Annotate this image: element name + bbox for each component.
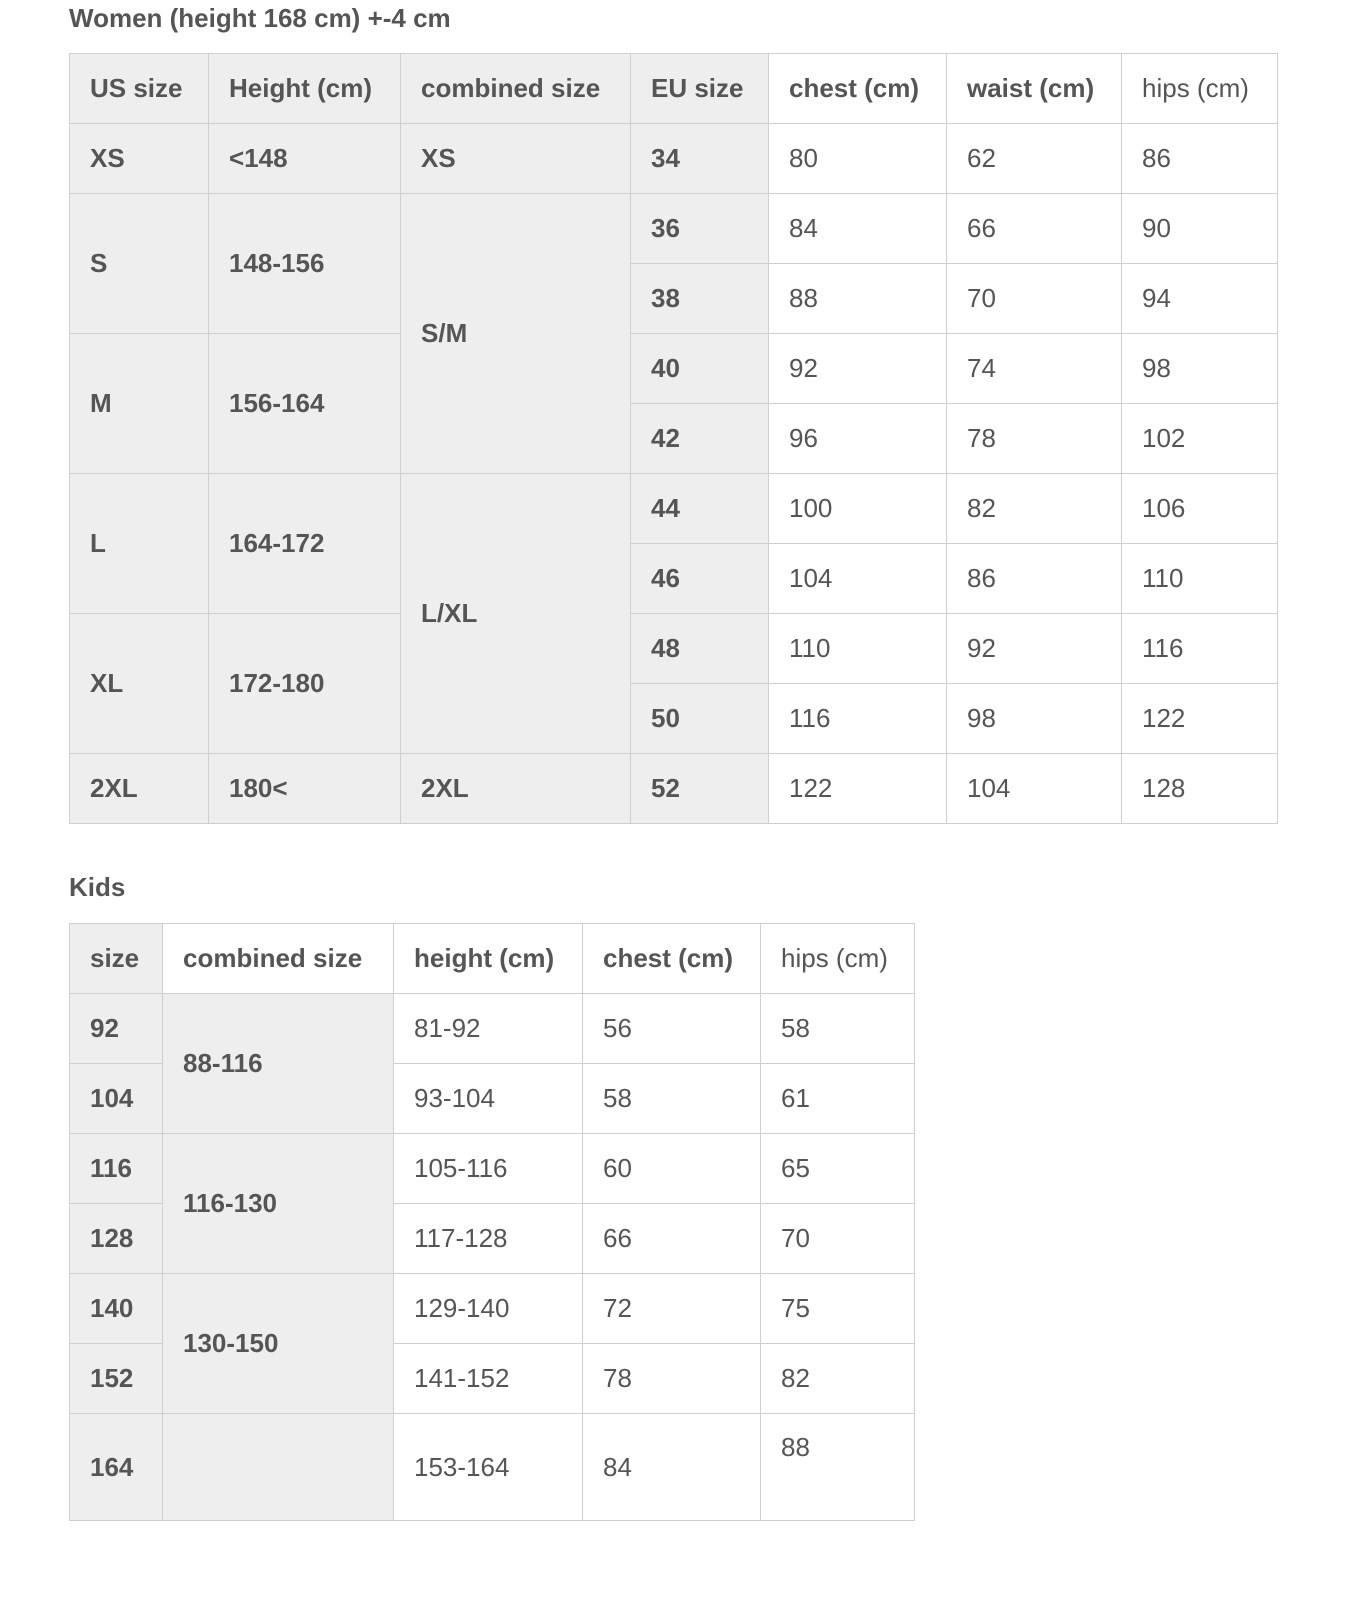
table-row xyxy=(70,754,1278,824)
table-row xyxy=(70,474,1278,544)
eu-size-cell: 34 xyxy=(631,124,769,194)
waist-cell: 74 xyxy=(947,334,1122,404)
height-range-cell: 129-140 xyxy=(394,1274,583,1344)
height-range-cell: 156-164 xyxy=(209,334,401,474)
chest-cell: 80 xyxy=(769,124,947,194)
size-cell: 152 xyxy=(70,1344,163,1414)
combined-size-cell: 2XL xyxy=(401,754,631,824)
hips-cell: 106 xyxy=(1122,474,1278,544)
combined-size-cell xyxy=(163,1414,394,1521)
combined-size-cell: 130-150 xyxy=(163,1274,394,1414)
hips-cell: 122 xyxy=(1122,684,1278,754)
hips-cell: 116 xyxy=(1122,614,1278,684)
hips-cell: 94 xyxy=(1122,264,1278,334)
height-range-cell: 81-92 xyxy=(394,994,583,1064)
height-range-cell: 148-156 xyxy=(209,194,401,334)
hips-cell: 128 xyxy=(1122,754,1278,824)
size-cell: 104 xyxy=(70,1064,163,1134)
height-range-cell: 105-116 xyxy=(394,1134,583,1204)
chest-cell: 78 xyxy=(583,1344,761,1414)
header-chest: chest (cm) xyxy=(769,54,947,124)
size-cell: 128 xyxy=(70,1204,163,1274)
hips-cell: 75 xyxy=(761,1274,915,1344)
women-section-title: Women (height 168 cm) +-4 cm xyxy=(69,3,451,33)
women-size-table xyxy=(69,53,1278,824)
header-hips: hips (cm) xyxy=(1122,54,1278,124)
hips-cell: 90 xyxy=(1122,194,1278,264)
header-waist: waist (cm) xyxy=(947,54,1122,124)
eu-size-cell: 48 xyxy=(631,614,769,684)
eu-size-cell: 44 xyxy=(631,474,769,544)
waist-cell: 70 xyxy=(947,264,1122,334)
header-combined-size: combined size xyxy=(163,924,394,994)
eu-size-cell: 46 xyxy=(631,544,769,614)
chest-cell: 84 xyxy=(769,194,947,264)
kids-size-table xyxy=(69,923,915,1521)
hips-cell: 70 xyxy=(761,1204,915,1274)
us-size-cell: L xyxy=(70,474,209,614)
header-combined-size: combined size xyxy=(401,54,631,124)
hips-cell: 82 xyxy=(761,1344,915,1414)
header-us-size: US size xyxy=(70,54,209,124)
header-hips: hips (cm) xyxy=(761,924,915,994)
chest-cell: 66 xyxy=(583,1204,761,1274)
us-size-cell: 2XL xyxy=(70,754,209,824)
height-range-cell: 153-164 xyxy=(394,1414,583,1521)
chest-cell: 122 xyxy=(769,754,947,824)
combined-size-cell: S/M xyxy=(401,194,631,474)
chest-cell: 96 xyxy=(769,404,947,474)
waist-cell: 104 xyxy=(947,754,1122,824)
height-range-cell: 164-172 xyxy=(209,474,401,614)
height-range-cell: 141-152 xyxy=(394,1344,583,1414)
height-range-cell: 117-128 xyxy=(394,1204,583,1274)
chest-cell: 72 xyxy=(583,1274,761,1344)
table-row xyxy=(70,334,1278,404)
hips-cell: 65 xyxy=(761,1134,915,1204)
us-size-cell: XL xyxy=(70,614,209,754)
table-row xyxy=(70,1414,915,1521)
hips-cell: 58 xyxy=(761,994,915,1064)
chest-cell: 116 xyxy=(769,684,947,754)
table-row xyxy=(70,994,915,1064)
waist-cell: 62 xyxy=(947,124,1122,194)
us-size-cell: XS xyxy=(70,124,209,194)
waist-cell: 66 xyxy=(947,194,1122,264)
waist-cell: 82 xyxy=(947,474,1122,544)
combined-size-cell: 88-116 xyxy=(163,994,394,1134)
hips-cell: 102 xyxy=(1122,404,1278,474)
table-row xyxy=(70,1274,915,1344)
header-chest: chest (cm) xyxy=(583,924,761,994)
eu-size-cell: 50 xyxy=(631,684,769,754)
chest-cell: 110 xyxy=(769,614,947,684)
height-range-cell: <148 xyxy=(209,124,401,194)
chest-cell: 88 xyxy=(769,264,947,334)
chest-cell: 92 xyxy=(769,334,947,404)
size-cell: 116 xyxy=(70,1134,163,1204)
chest-cell: 84 xyxy=(583,1414,761,1521)
kids-section-title: Kids xyxy=(69,872,126,902)
combined-size-cell: L/XL xyxy=(401,474,631,754)
table-header-row xyxy=(70,54,1278,124)
eu-size-cell: 42 xyxy=(631,404,769,474)
hips-cell: 61 xyxy=(761,1064,915,1134)
chest-cell: 104 xyxy=(769,544,947,614)
size-cell: 140 xyxy=(70,1274,163,1344)
eu-size-cell: 52 xyxy=(631,754,769,824)
us-size-cell: M xyxy=(70,334,209,474)
header-eu-size: EU size xyxy=(631,54,769,124)
eu-size-cell: 40 xyxy=(631,334,769,404)
height-range-cell: 180< xyxy=(209,754,401,824)
combined-size-cell: 116-130 xyxy=(163,1134,394,1274)
chest-cell: 58 xyxy=(583,1064,761,1134)
hips-cell: 86 xyxy=(1122,124,1278,194)
chest-cell: 56 xyxy=(583,994,761,1064)
eu-size-cell: 38 xyxy=(631,264,769,334)
table-row xyxy=(70,194,1278,264)
table-row xyxy=(70,124,1278,194)
waist-cell: 86 xyxy=(947,544,1122,614)
hips-cell: 98 xyxy=(1122,334,1278,404)
chest-cell: 100 xyxy=(769,474,947,544)
eu-size-cell: 36 xyxy=(631,194,769,264)
table-row xyxy=(70,614,1278,684)
us-size-cell: S xyxy=(70,194,209,334)
waist-cell: 78 xyxy=(947,404,1122,474)
height-range-cell: 93-104 xyxy=(394,1064,583,1134)
waist-cell: 92 xyxy=(947,614,1122,684)
waist-cell: 98 xyxy=(947,684,1122,754)
header-height: Height (cm) xyxy=(209,54,401,124)
header-height: height (cm) xyxy=(394,924,583,994)
height-range-cell: 172-180 xyxy=(209,614,401,754)
size-cell: 164 xyxy=(70,1414,163,1521)
table-header-row xyxy=(70,924,915,994)
header-size: size xyxy=(70,924,163,994)
hips-cell: 88 xyxy=(761,1414,915,1521)
hips-cell: 110 xyxy=(1122,544,1278,614)
chest-cell: 60 xyxy=(583,1134,761,1204)
table-row xyxy=(70,1134,915,1204)
combined-size-cell: XS xyxy=(401,124,631,194)
size-cell: 92 xyxy=(70,994,163,1064)
